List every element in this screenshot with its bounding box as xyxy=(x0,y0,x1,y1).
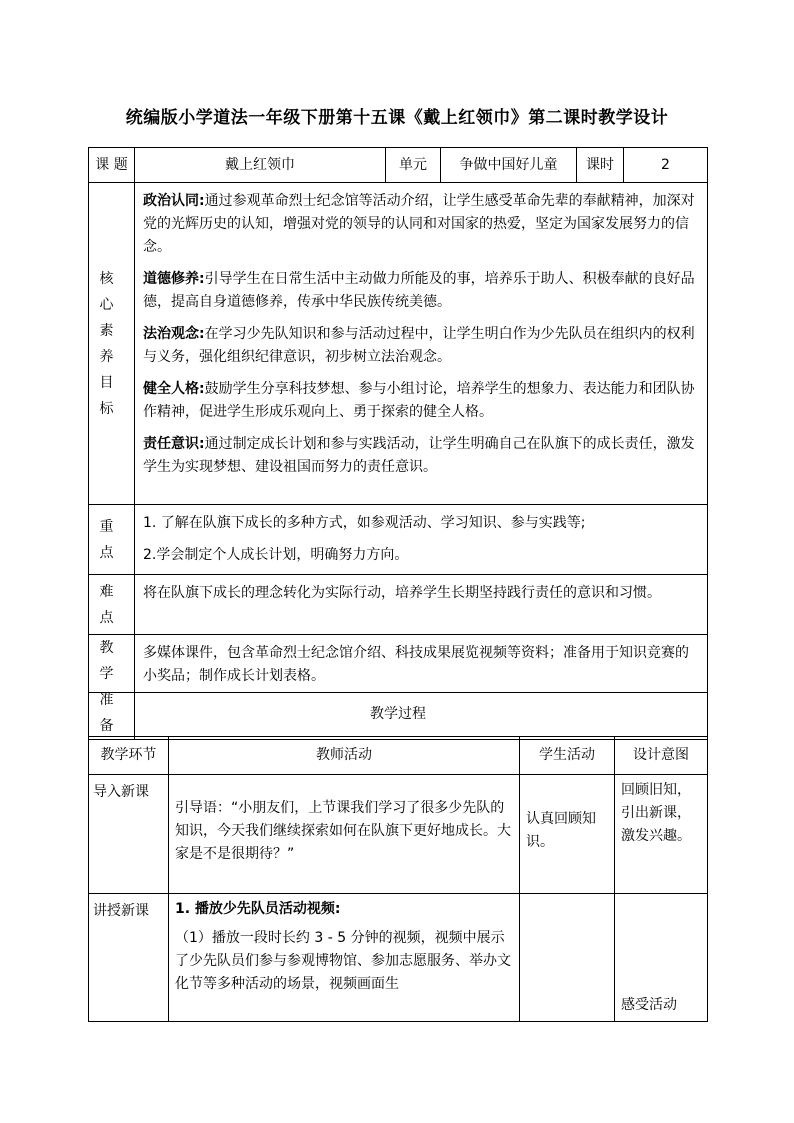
objective-law xyxy=(143,323,699,369)
unit-label: 单元 xyxy=(386,148,441,183)
objective-responsibility xyxy=(143,433,699,479)
objective-personality xyxy=(143,378,699,424)
period-value: 2 xyxy=(624,148,708,183)
preparation-text: 多媒体课件，包含革命烈士纪念馆介绍、科技成果展览视频等资料；准备用于知识竞赛的小奖品；制作成长计划表格。 xyxy=(143,645,689,684)
teaching-process-table xyxy=(88,692,708,1022)
intent-intro: 回顾旧知，引出新课，激发兴趣。 xyxy=(615,775,708,894)
stage-new-lesson: 讲授新课 xyxy=(89,894,169,1022)
core-literacy-content xyxy=(135,183,708,505)
preparation-label: 教 学 准 备 xyxy=(89,635,135,740)
objective-head: 政治认同: xyxy=(143,193,205,209)
key-point-item: 1. 了解在队旗下成长的多种方式，如参观活动、学习知识、参与实践等; xyxy=(143,515,586,531)
difficulty-label: 难 点 xyxy=(89,575,135,635)
header-intent: 设计意图 xyxy=(615,737,708,775)
topic-label: 课 题 xyxy=(89,148,135,183)
objective-head: 道德修养: xyxy=(143,271,205,287)
student-activity-intro: 认真回顾知识。 xyxy=(520,775,615,894)
objective-text: 引导学生在日常生活中主动做力所能及的事，培养乐于助人、积极奉献的良好品德，提高自身道德修养，传承中华民族传统美德。 xyxy=(143,271,695,310)
unit-value: 争做中国好儿童 xyxy=(441,148,577,183)
teacher-activity-new xyxy=(169,894,520,1022)
key-points-label: 重 点 xyxy=(89,505,135,575)
objective-text: 鼓励学生分享科技梦想、参与小组讨论，培养学生的想象力、表达能力和团队协作精神，促进学生形成乐观向上、勇于探索的健全人格。 xyxy=(143,381,695,420)
teacher-activity-text: 引导语：“小朋友们，上节课我们学习了很多少先队的知识，今天我们继续探索如何在队旗下更好地成长。大家是不是很期待？” xyxy=(175,800,511,862)
objective-text: 通过制定成长计划和参与实践活动，让学生明确自己在队旗下的成长责任，激发学生为实现梦想、建设祖国而努力的责任意识。 xyxy=(143,436,695,475)
objective-text: 在学习少先队知识和参与活动过程中，让学生明白作为少先队员在组织内的权利与义务，强化组织纪律意识，初步树立法治观念。 xyxy=(143,326,695,365)
teacher-activity-head: 1. 播放少先队员活动视频: xyxy=(175,901,341,917)
topic-value: 戴上红领巾 xyxy=(135,148,386,183)
student-activity-new xyxy=(520,894,615,1022)
period-label: 课时 xyxy=(577,148,624,183)
objective-political xyxy=(143,190,699,259)
objective-moral xyxy=(143,268,699,314)
process-heading: 教学过程 xyxy=(89,693,708,737)
document-title: 统编版小学道法一年级下册第十五课《戴上红领巾》第二课时教学设计 xyxy=(125,108,669,128)
difficulty-text: 将在队旗下成长的理念转化为实际行动，培养学生长期坚持践行责任的意识和习惯。 xyxy=(143,585,661,601)
key-point-item: 2.学会制定个人成长计划，明确努力方向。 xyxy=(143,547,409,563)
header-stage: 教学环节 xyxy=(89,737,169,775)
core-literacy-label: 核 心 素 养 目 标 xyxy=(89,183,135,505)
stage-intro: 导入新课 xyxy=(89,775,169,894)
objective-head: 法治观念: xyxy=(143,326,205,342)
objective-head: 健全人格: xyxy=(143,381,205,397)
objective-text: 通过参观革命烈士纪念馆等活动介绍，让学生感受革命先辈的奉献精神，加深对党的光辉历史的认知，增强对党的领导的认同和对国家的热爱，坚定为国家发展努力的信念。 xyxy=(143,193,695,255)
lesson-info-table xyxy=(88,147,708,740)
difficulty-content xyxy=(135,575,708,635)
key-points-content xyxy=(135,505,708,575)
intent-new: 感受活动 xyxy=(615,894,708,1022)
objective-head: 责任意识: xyxy=(143,436,205,452)
header-student: 学生活动 xyxy=(520,737,615,775)
teacher-activity-text: （1）播放一段时长约 3 - 5 分钟的视频，视频中展示了少先队员们参与参观博物馆、参加志愿服务、举办文化节等多种活动的场景，视频画面生 xyxy=(175,930,511,992)
header-teacher: 教师活动 xyxy=(169,737,520,775)
teacher-activity-intro xyxy=(169,775,520,894)
